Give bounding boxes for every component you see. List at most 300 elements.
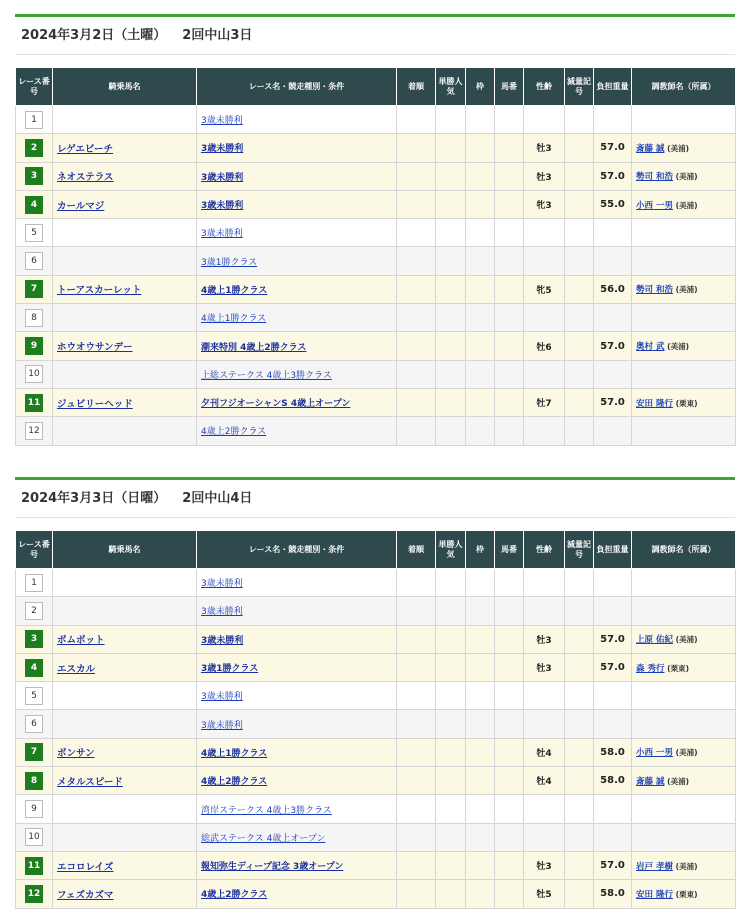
day-date: 2024年3月2日（土曜） bbox=[21, 28, 167, 43]
race-link[interactable]: 3歳1勝クラス bbox=[201, 257, 258, 268]
race-number-badge: 2 bbox=[25, 602, 43, 620]
empty-cell bbox=[495, 653, 524, 681]
race-cell bbox=[197, 653, 397, 681]
trainer-cell bbox=[632, 275, 736, 303]
race-cell bbox=[197, 880, 397, 908]
weight-cell bbox=[594, 682, 632, 710]
race-number-cell bbox=[16, 710, 53, 738]
empty-cell bbox=[466, 360, 495, 388]
empty-cell bbox=[397, 360, 436, 388]
empty-cell bbox=[397, 275, 436, 303]
column-header: 枠 bbox=[466, 531, 495, 569]
empty-cell bbox=[397, 767, 436, 795]
race-cell bbox=[197, 275, 397, 303]
empty-cell bbox=[466, 851, 495, 879]
sex-age-cell: 牡3 bbox=[524, 653, 565, 681]
weight-cell: 57.0 bbox=[594, 625, 632, 653]
trainer-cell bbox=[632, 388, 736, 416]
weight-reduction-cell bbox=[565, 569, 594, 597]
race-number-cell bbox=[16, 388, 53, 416]
empty-cell bbox=[495, 275, 524, 303]
day-date: 2024年3月3日（日曜） bbox=[21, 491, 167, 506]
empty-cell bbox=[495, 738, 524, 766]
trainer-cell bbox=[632, 597, 736, 625]
race-day-section bbox=[15, 477, 735, 909]
table-row bbox=[16, 682, 736, 710]
empty-cell bbox=[466, 738, 495, 766]
empty-cell bbox=[436, 851, 466, 879]
trainer-link[interactable]: 上原 佑紀 bbox=[636, 635, 673, 646]
table-row bbox=[16, 597, 736, 625]
table-row bbox=[16, 360, 736, 388]
horse-cell bbox=[53, 767, 197, 795]
race-cell bbox=[197, 219, 397, 247]
race-number-badge: 9 bbox=[25, 337, 43, 355]
table-row bbox=[16, 653, 736, 681]
race-link[interactable]: 3歳1勝クラス bbox=[201, 664, 259, 675]
race-number-cell bbox=[16, 653, 53, 681]
empty-cell bbox=[466, 569, 495, 597]
trainer-link[interactable]: 斎藤 誠 bbox=[636, 776, 665, 787]
trainer-cell bbox=[632, 247, 736, 275]
horse-link[interactable]: エスカル bbox=[57, 663, 96, 675]
race-number-cell bbox=[16, 880, 53, 908]
race-link[interactable]: 3歳未勝利 bbox=[201, 720, 243, 731]
horse-link[interactable]: フェズカズマ bbox=[57, 889, 114, 901]
weight-cell: 58.0 bbox=[594, 767, 632, 795]
race-cell bbox=[197, 738, 397, 766]
race-cell bbox=[197, 823, 397, 851]
horse-cell bbox=[53, 682, 197, 710]
sex-age-cell bbox=[524, 823, 565, 851]
column-header: レース名・競走種別・条件 bbox=[197, 531, 397, 569]
race-number-cell bbox=[16, 625, 53, 653]
horse-cell bbox=[53, 795, 197, 823]
empty-cell bbox=[495, 682, 524, 710]
trainer-affiliation: (栗東) bbox=[675, 889, 698, 899]
weight-reduction-cell bbox=[565, 388, 594, 416]
empty-cell bbox=[495, 823, 524, 851]
race-cell bbox=[197, 388, 397, 416]
empty-cell bbox=[397, 388, 436, 416]
race-link[interactable]: 夕刊フジオーシャンS 4歳上オープン bbox=[201, 399, 351, 410]
empty-cell bbox=[495, 162, 524, 190]
trainer-link[interactable]: 安田 隆行 bbox=[636, 398, 673, 409]
weight-cell bbox=[594, 710, 632, 738]
sex-age-cell bbox=[524, 360, 565, 388]
horse-cell bbox=[53, 710, 197, 738]
race-cell bbox=[197, 417, 397, 445]
trainer-cell bbox=[632, 219, 736, 247]
empty-cell bbox=[495, 597, 524, 625]
empty-cell bbox=[495, 332, 524, 360]
table-row bbox=[16, 134, 736, 162]
sex-age-cell bbox=[524, 106, 565, 134]
weight-reduction-cell bbox=[565, 190, 594, 218]
horse-link[interactable]: メタルスピード bbox=[57, 776, 123, 788]
trainer-cell bbox=[632, 360, 736, 388]
empty-cell bbox=[436, 247, 466, 275]
race-link[interactable]: 3歳未勝利 bbox=[201, 172, 244, 183]
weight-cell bbox=[594, 417, 632, 445]
race-number-cell bbox=[16, 767, 53, 795]
empty-cell bbox=[436, 275, 466, 303]
empty-cell bbox=[495, 106, 524, 134]
trainer-affiliation: (美浦) bbox=[675, 748, 698, 758]
weight-cell bbox=[594, 569, 632, 597]
horse-link[interactable]: エコロレイズ bbox=[57, 861, 114, 873]
trainer-affiliation: (美浦) bbox=[667, 776, 690, 786]
race-link[interactable]: 4歳上1勝クラス bbox=[201, 314, 267, 325]
race-link[interactable]: 3歳未勝利 bbox=[201, 635, 244, 646]
weight-cell: 56.0 bbox=[594, 275, 632, 303]
empty-cell bbox=[436, 360, 466, 388]
empty-cell bbox=[436, 388, 466, 416]
horse-link[interactable]: ボンサン bbox=[57, 748, 95, 760]
race-number-cell bbox=[16, 162, 53, 190]
race-link[interactable]: 湾岸ステークス 4歳上3勝クラス bbox=[201, 805, 332, 816]
empty-cell bbox=[397, 332, 436, 360]
empty-cell bbox=[466, 332, 495, 360]
empty-cell bbox=[436, 767, 466, 795]
column-header: 減量記号 bbox=[565, 531, 594, 569]
column-header: レース名・競走種別・条件 bbox=[197, 68, 397, 106]
empty-cell bbox=[466, 417, 495, 445]
trainer-cell bbox=[632, 738, 736, 766]
empty-cell bbox=[397, 710, 436, 738]
sex-age-cell bbox=[524, 417, 565, 445]
horse-cell bbox=[53, 597, 197, 625]
empty-cell bbox=[495, 219, 524, 247]
race-number-badge: 4 bbox=[25, 196, 43, 214]
table-row bbox=[16, 880, 736, 908]
race-number-badge: 9 bbox=[25, 800, 43, 818]
race-number-badge: 11 bbox=[25, 857, 43, 875]
empty-cell bbox=[397, 162, 436, 190]
table-row bbox=[16, 332, 736, 360]
trainer-link[interactable]: 小西 一男 bbox=[636, 748, 673, 759]
weight-cell bbox=[594, 106, 632, 134]
table-row bbox=[16, 823, 736, 851]
horse-cell bbox=[53, 106, 197, 134]
horse-cell bbox=[53, 417, 197, 445]
race-link[interactable]: 3歳未勝利 bbox=[201, 692, 243, 703]
race-number-cell bbox=[16, 134, 53, 162]
empty-cell bbox=[466, 653, 495, 681]
empty-cell bbox=[466, 625, 495, 653]
empty-cell bbox=[495, 388, 524, 416]
trainer-link[interactable]: 勢司 和浩 bbox=[636, 285, 673, 296]
trainer-cell bbox=[632, 304, 736, 332]
race-link[interactable]: 4歳上2勝クラス bbox=[201, 777, 268, 788]
trainer-cell bbox=[632, 569, 736, 597]
empty-cell bbox=[397, 625, 436, 653]
race-cell bbox=[197, 106, 397, 134]
empty-cell bbox=[466, 795, 495, 823]
horse-cell bbox=[53, 162, 197, 190]
race-cell bbox=[197, 795, 397, 823]
sex-age-cell bbox=[524, 682, 565, 710]
trainer-link[interactable]: 奥村 武 bbox=[636, 342, 665, 353]
race-link[interactable]: 4歳上2勝クラス bbox=[201, 890, 268, 901]
day-meeting: 2回中山3日 bbox=[182, 28, 253, 43]
empty-cell bbox=[466, 275, 495, 303]
empty-cell bbox=[436, 880, 466, 908]
table-row bbox=[16, 275, 736, 303]
empty-cell bbox=[495, 417, 524, 445]
race-cell bbox=[197, 625, 397, 653]
empty-cell bbox=[495, 134, 524, 162]
empty-cell bbox=[436, 710, 466, 738]
empty-cell bbox=[397, 823, 436, 851]
race-number-badge: 7 bbox=[25, 280, 43, 298]
empty-cell bbox=[466, 880, 495, 908]
race-link[interactable]: 潮来特別 4歳上2勝クラス bbox=[201, 342, 307, 353]
weight-reduction-cell bbox=[565, 851, 594, 879]
trainer-cell bbox=[632, 162, 736, 190]
weight-reduction-cell bbox=[565, 247, 594, 275]
empty-cell bbox=[397, 106, 436, 134]
empty-cell bbox=[436, 569, 466, 597]
day-meeting: 2回中山4日 bbox=[182, 491, 253, 506]
trainer-affiliation: (美浦) bbox=[675, 861, 698, 871]
race-link[interactable]: 3歳未勝利 bbox=[201, 116, 243, 127]
empty-cell bbox=[436, 106, 466, 134]
trainer-link[interactable]: 斎藤 誠 bbox=[636, 143, 665, 154]
column-header: 着順 bbox=[397, 531, 436, 569]
race-number-cell bbox=[16, 360, 53, 388]
empty-cell bbox=[436, 134, 466, 162]
race-number-badge: 3 bbox=[25, 630, 43, 648]
table-row bbox=[16, 304, 736, 332]
race-number-badge: 10 bbox=[25, 828, 43, 846]
weight-cell bbox=[594, 795, 632, 823]
sex-age-cell bbox=[524, 247, 565, 275]
horse-cell bbox=[53, 219, 197, 247]
empty-cell bbox=[495, 247, 524, 275]
column-header: 性齢 bbox=[524, 531, 565, 569]
sex-age-cell: 牡3 bbox=[524, 162, 565, 190]
race-table bbox=[15, 67, 736, 446]
horse-cell bbox=[53, 738, 197, 766]
race-number-cell bbox=[16, 738, 53, 766]
column-header: 単勝人気 bbox=[436, 68, 466, 106]
horse-cell bbox=[53, 190, 197, 218]
weight-cell: 57.0 bbox=[594, 388, 632, 416]
empty-cell bbox=[466, 190, 495, 218]
trainer-link[interactable]: 勢司 和浩 bbox=[636, 172, 673, 183]
race-link[interactable]: 総武ステークス 4歳上オープン bbox=[201, 833, 326, 844]
empty-cell bbox=[436, 738, 466, 766]
race-cell bbox=[197, 851, 397, 879]
race-link[interactable]: 3歳未勝利 bbox=[201, 229, 243, 240]
race-number-cell bbox=[16, 851, 53, 879]
trainer-link[interactable]: 岩戸 孝樹 bbox=[636, 861, 673, 872]
horse-cell bbox=[53, 247, 197, 275]
trainer-cell bbox=[632, 682, 736, 710]
race-link[interactable]: 4歳上1勝クラス bbox=[201, 285, 268, 296]
weight-cell: 57.0 bbox=[594, 162, 632, 190]
weight-reduction-cell bbox=[565, 795, 594, 823]
horse-link[interactable]: ホウオウサンデー bbox=[57, 342, 133, 354]
column-header: 調教師名（所属） bbox=[632, 68, 736, 106]
empty-cell bbox=[436, 304, 466, 332]
trainer-cell bbox=[632, 417, 736, 445]
trainer-cell bbox=[632, 795, 736, 823]
race-cell bbox=[197, 134, 397, 162]
column-header: 騎乗馬名 bbox=[53, 531, 197, 569]
sex-age-cell: 牡5 bbox=[524, 880, 565, 908]
horse-link[interactable]: レゲエビーチ bbox=[57, 143, 114, 155]
empty-cell bbox=[397, 569, 436, 597]
trainer-affiliation: (美浦) bbox=[675, 172, 698, 182]
race-day-section bbox=[15, 14, 735, 446]
race-number-cell bbox=[16, 190, 53, 218]
trainer-link[interactable]: 森 秀行 bbox=[636, 663, 665, 674]
horse-link[interactable]: ネオステラス bbox=[57, 172, 114, 184]
trainer-cell bbox=[632, 710, 736, 738]
day-title bbox=[15, 480, 735, 518]
race-table bbox=[15, 530, 736, 909]
race-cell bbox=[197, 304, 397, 332]
empty-cell bbox=[436, 625, 466, 653]
empty-cell bbox=[436, 190, 466, 218]
table-row bbox=[16, 247, 736, 275]
weight-reduction-cell bbox=[565, 625, 594, 653]
table-row bbox=[16, 162, 736, 190]
race-number-badge: 12 bbox=[25, 422, 43, 440]
weight-reduction-cell bbox=[565, 134, 594, 162]
weight-reduction-cell bbox=[565, 275, 594, 303]
race-number-cell bbox=[16, 569, 53, 597]
race-cell bbox=[197, 162, 397, 190]
table-row bbox=[16, 851, 736, 879]
trainer-link[interactable]: 小西 一男 bbox=[636, 200, 673, 211]
weight-cell: 57.0 bbox=[594, 134, 632, 162]
sex-age-cell bbox=[524, 569, 565, 597]
trainer-affiliation: (美浦) bbox=[675, 285, 698, 295]
trainer-affiliation: (栗東) bbox=[667, 663, 690, 673]
race-number-cell bbox=[16, 417, 53, 445]
header-row bbox=[16, 68, 736, 106]
horse-link[interactable]: ボムボット bbox=[57, 635, 105, 647]
weight-reduction-cell bbox=[565, 106, 594, 134]
weight-cell: 57.0 bbox=[594, 653, 632, 681]
race-number-cell bbox=[16, 219, 53, 247]
race-cell bbox=[197, 710, 397, 738]
table-row bbox=[16, 710, 736, 738]
column-header: 減量記号 bbox=[565, 68, 594, 106]
weight-cell bbox=[594, 823, 632, 851]
empty-cell bbox=[397, 880, 436, 908]
race-link[interactable]: 報知弥生ディープ記念 3歳オープン bbox=[201, 862, 344, 873]
column-header: レース番号 bbox=[16, 68, 53, 106]
empty-cell bbox=[436, 682, 466, 710]
empty-cell bbox=[436, 219, 466, 247]
sex-age-cell: 牡4 bbox=[524, 767, 565, 795]
horse-cell bbox=[53, 569, 197, 597]
weight-reduction-cell bbox=[565, 162, 594, 190]
race-number-cell bbox=[16, 332, 53, 360]
race-number-badge: 6 bbox=[25, 715, 43, 733]
empty-cell bbox=[495, 880, 524, 908]
empty-cell bbox=[466, 106, 495, 134]
race-number-badge: 2 bbox=[25, 139, 43, 157]
sex-age-cell bbox=[524, 795, 565, 823]
sex-age-cell: 牡3 bbox=[524, 134, 565, 162]
weight-reduction-cell bbox=[565, 219, 594, 247]
empty-cell bbox=[397, 247, 436, 275]
race-number-badge: 5 bbox=[25, 687, 43, 705]
empty-cell bbox=[466, 682, 495, 710]
weight-reduction-cell bbox=[565, 417, 594, 445]
empty-cell bbox=[495, 795, 524, 823]
trainer-cell bbox=[632, 880, 736, 908]
horse-link[interactable]: ジュビリーヘッド bbox=[57, 398, 133, 410]
race-number-badge: 5 bbox=[25, 224, 43, 242]
empty-cell bbox=[466, 162, 495, 190]
trainer-cell bbox=[632, 134, 736, 162]
horse-link[interactable]: トーアスカーレット bbox=[57, 285, 142, 297]
race-link[interactable]: 3歳未勝利 bbox=[201, 144, 244, 155]
table-row bbox=[16, 219, 736, 247]
sex-age-cell bbox=[524, 304, 565, 332]
empty-cell bbox=[466, 247, 495, 275]
race-number-badge: 8 bbox=[25, 772, 43, 790]
empty-cell bbox=[397, 597, 436, 625]
weight-cell bbox=[594, 247, 632, 275]
weight-cell bbox=[594, 597, 632, 625]
trainer-cell bbox=[632, 767, 736, 795]
weight-cell bbox=[594, 304, 632, 332]
trainer-affiliation: (美浦) bbox=[667, 143, 690, 153]
race-link[interactable]: 4歳上2勝クラス bbox=[201, 427, 267, 438]
race-link[interactable]: 3歳未勝利 bbox=[201, 201, 244, 212]
trainer-cell bbox=[632, 332, 736, 360]
race-link[interactable]: 3歳未勝利 bbox=[201, 579, 243, 590]
horse-cell bbox=[53, 851, 197, 879]
sex-age-cell: 牡3 bbox=[524, 851, 565, 879]
empty-cell bbox=[466, 134, 495, 162]
weight-cell bbox=[594, 360, 632, 388]
race-number-cell bbox=[16, 823, 53, 851]
horse-link[interactable]: カールマジ bbox=[57, 200, 105, 212]
table-row bbox=[16, 625, 736, 653]
race-link[interactable]: 上総ステークス 4歳上3勝クラス bbox=[201, 370, 332, 381]
header-row bbox=[16, 531, 736, 569]
sex-age-cell bbox=[524, 597, 565, 625]
race-link[interactable]: 4歳上1勝クラス bbox=[201, 748, 268, 759]
horse-cell bbox=[53, 360, 197, 388]
empty-cell bbox=[436, 653, 466, 681]
trainer-link[interactable]: 安田 隆行 bbox=[636, 889, 673, 900]
horse-cell bbox=[53, 388, 197, 416]
weight-reduction-cell bbox=[565, 710, 594, 738]
weight-reduction-cell bbox=[565, 597, 594, 625]
empty-cell bbox=[495, 767, 524, 795]
empty-cell bbox=[436, 823, 466, 851]
trainer-cell bbox=[632, 851, 736, 879]
race-number-badge: 11 bbox=[25, 394, 43, 412]
column-header: レース番号 bbox=[16, 531, 53, 569]
empty-cell bbox=[466, 710, 495, 738]
empty-cell bbox=[466, 597, 495, 625]
table-row bbox=[16, 388, 736, 416]
race-link[interactable]: 3歳未勝利 bbox=[201, 607, 243, 618]
column-header: 調教師名（所属） bbox=[632, 531, 736, 569]
race-number-badge: 8 bbox=[25, 309, 43, 327]
race-number-cell bbox=[16, 795, 53, 823]
